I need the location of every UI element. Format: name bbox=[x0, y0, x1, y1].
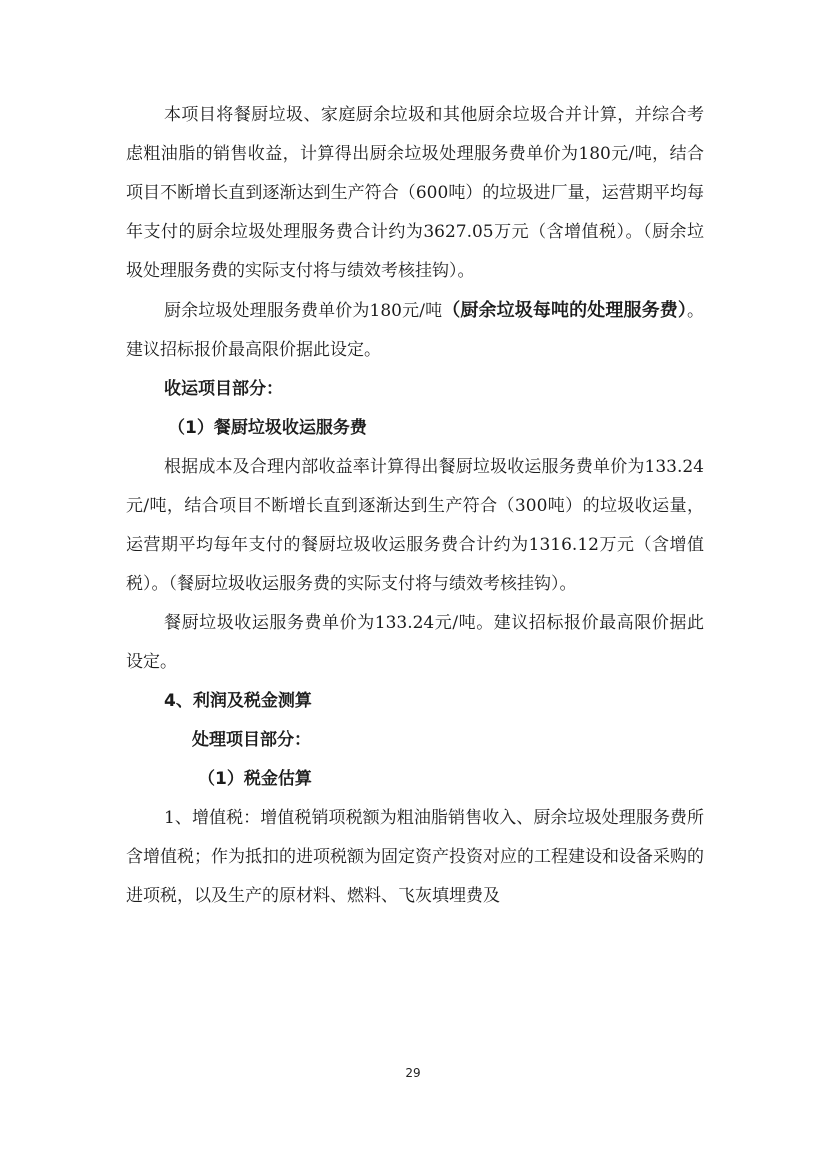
processing-fee-lead: 厨余垃圾处理服务费单价为180元/吨 bbox=[164, 301, 443, 321]
heading-collection-fee: （1）餐厨垃圾收运服务费 bbox=[168, 418, 367, 438]
processing-fee-tail: 。建议招标报价最高限价据此设定。 bbox=[126, 301, 704, 360]
heading-collection-section: 收运项目部分： bbox=[164, 379, 283, 399]
paragraph-collection-fee-limit: 餐厨垃圾收运服务费单价为133.24元/吨。建议招标报价最高限价据此设定。 bbox=[126, 613, 704, 672]
paragraph-vat: 1、增值税：增值税销项税额为粗油脂销售收入、厨余垃圾处理服务费所含增值税；作为抵扣的进项税额为固定资产投资对应的工程建设和设备采购的进项税，以及生产的原材料、燃料、飞灰填埋费及 bbox=[126, 808, 704, 906]
processing-fee-bold-note: （厨余垃圾每吨的处理服务费） bbox=[442, 300, 687, 321]
paragraph-processing-fee: 本项目将餐厨垃圾、家庭厨余垃圾和其他厨余垃圾合并计算，并综合考虑粗油脂的销售收益，计算得出厨余垃圾处理服务费单价为180元/吨，结合项目不断增长直到逐渐达到生产符合（600吨）的垃圾进厂量，运营期平均每年支付的厨余垃圾处理服务费合计约为3627.05万元（含增值税）。（厨余垃圾处理服务费的实际支付将与绩效考核挂钩）。 bbox=[126, 105, 704, 281]
paragraph-processing-fee-limit bbox=[126, 291, 704, 370]
heading-tax-estimate: （1）税金估算 bbox=[198, 769, 312, 789]
heading-processing-section: 处理项目部分： bbox=[192, 730, 311, 750]
page-number: 29 bbox=[405, 1066, 421, 1080]
paragraph-collection-fee: 根据成本及合理内部收益率计算得出餐厨垃圾收运服务费单价为133.24元/吨，结合项目不断增长直到逐渐达到生产符合（300吨）的垃圾收运量，运营期平均每年支付的餐厨垃圾收运服务费合计约为1316.12万元（含增值税）。（餐厨垃圾收运服务费的实际支付将与绩效考核挂钩）。 bbox=[126, 457, 704, 594]
document-body bbox=[126, 96, 704, 916]
heading-profit-tax: 4、利润及税金测算 bbox=[164, 691, 312, 711]
